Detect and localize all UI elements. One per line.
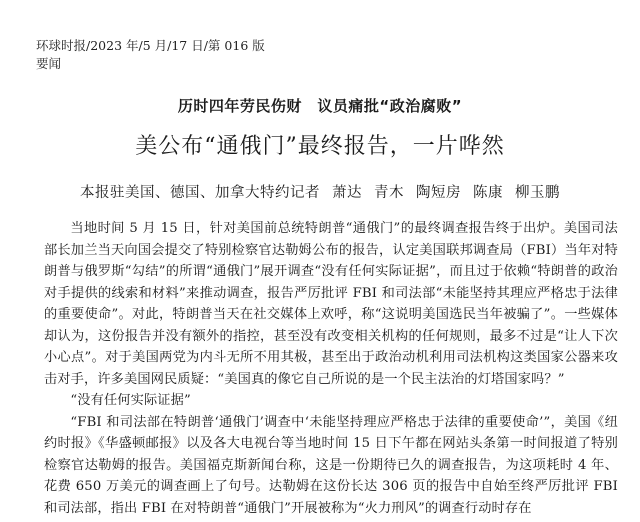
section-label: 要闻 [36,56,62,71]
reporter-name: 陶短房 [416,185,461,201]
subheading: “没有任何实际证据” [70,393,191,408]
publication-source-line: 环球时报/2023 年/5 月/17 日/第 016 版 [36,38,265,53]
reporter-name: 陈康 [473,185,503,201]
article-headline: 美公布“通俄门”最终报告，一片哗然 [135,134,505,159]
reporter-name: 萧达 [332,185,362,201]
byline-prefix: 本报驻美国、德国、加拿大特约记者 [80,185,320,201]
body-paragraph: “FBI 和司法部在特朗普‘通俄门’调查中‘未能坚持理应严格忠于法律的重要使命’”，美国《纽约时报》《华盛顿邮报》以及各大电视台等当地时间 15 日下午都在网站头条第一时间报道了特别检察官达勒姆的报告。美国福克斯新闻台称，这是一份期待已久的调查报告，为这项耗时 4 年、花费 650 万美元的调查画上了句号。达勒姆在这份长达 306 页的报告中自始至终严厉批评 FBI 和司法部，指出 FBI 在对特朗普“通俄门”开展被称为“火力刑风”的调查行动时存在 [44,414,618,516]
body-paragraph: 当地时间 5 月 15 日，针对美国前总统特朗普“通俄门”的最终调查报告终于出炉。美国司法部长加兰当天向国会提交了特别检察官达勒姆公布的报告，认定美国联邦调查局（FBI）当年对特朗普与俄罗斯“勾结”的所谓“通俄门”展开调查“没有任何实际证据”，而且过于依赖“特朗普的政治对手提供的线索和材料”来推动调查，报告严厉批评 FBI 和司法部“未能坚持其理应严格忠于法律的重要使命”。对此，特朗普当天在社交媒体上欢呼，称“这说明美国选民当年被骗了”。一些媒体却认为，这份报告并没有额外的指控，甚至没有改变相关机构的任何规则，最多不过是“让人下次小心点”。对于美国两党为内斗无所不用其极，甚至出于政治动机利用司法机构这类国家公器来攻击对手，许多美国网民质疑：“美国真的像它自己所说的是一个民主法治的灯塔国家吗？” [44,221,618,387]
article-byline [0,183,640,203]
reporter-name: 青木 [374,185,404,201]
article-body [44,218,618,519]
reporter-name: 柳玉鹏 [515,185,560,201]
article-kicker: 历时四年劳民伤财 议员痛批“政治腐败” [177,97,463,115]
